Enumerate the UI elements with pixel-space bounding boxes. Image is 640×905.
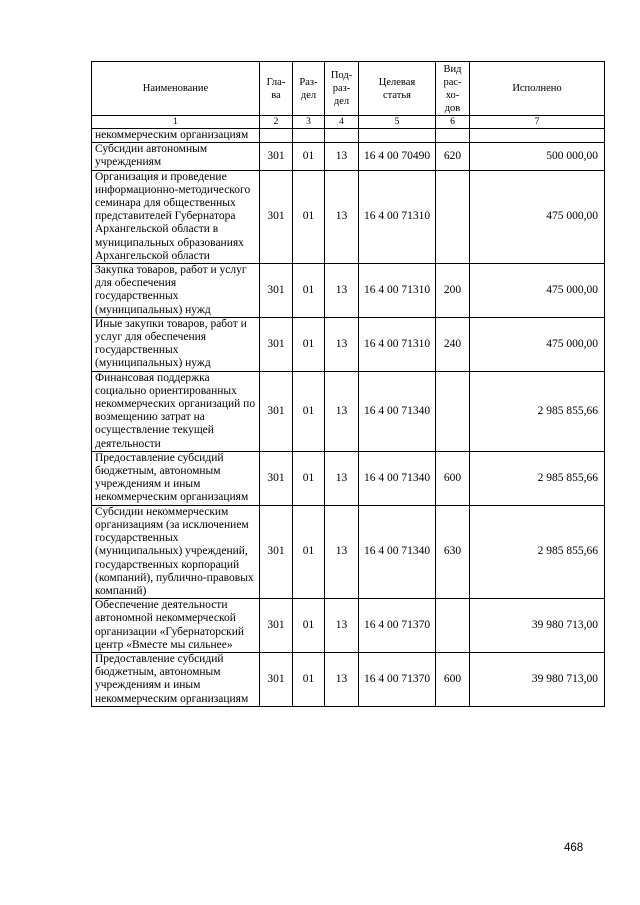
row-target-article: 16 4 00 71340	[359, 371, 436, 451]
row-chapter: 301	[260, 505, 293, 598]
row-name: Субсидии некоммерческим организациям (за исключением государственных (муниципальных) учреждений, государственных корпораций (компаний), публично-правовых компаний)	[92, 505, 260, 598]
row-chapter: 301	[260, 170, 293, 263]
header-subsection: Под- раз- дел	[325, 62, 359, 116]
row-subsection: 13	[325, 451, 359, 505]
row-target-article	[359, 129, 436, 143]
row-section: 01	[293, 143, 325, 170]
column-number: 3	[293, 116, 325, 129]
row-executed	[470, 129, 605, 143]
row-section: 01	[293, 652, 325, 706]
row-expense-type	[436, 371, 470, 451]
row-subsection: 13	[325, 170, 359, 263]
row-chapter: 301	[260, 599, 293, 653]
column-number: 6	[436, 116, 470, 129]
row-target-article: 16 4 00 70490	[359, 143, 436, 170]
row-name: Финансовая поддержка социально ориентированных некоммерческих организаций по возмещению затрат на осуществление текущей деятельности	[92, 371, 260, 451]
row-section: 01	[293, 371, 325, 451]
row-target-article: 16 4 00 71340	[359, 505, 436, 598]
row-target-article: 16 4 00 71340	[359, 451, 436, 505]
row-name: Организация и проведение информационно-методического семинара для общественных представителей Губернатора Архангельской области в муниципальных образованиях Архангельской области	[92, 170, 260, 263]
row-expense-type: 600	[436, 451, 470, 505]
row-subsection: 13	[325, 599, 359, 653]
column-number: 5	[359, 116, 436, 129]
table-header-row	[92, 62, 605, 116]
row-executed: 475 000,00	[470, 264, 605, 318]
row-executed: 475 000,00	[470, 317, 605, 371]
row-expense-type: 200	[436, 264, 470, 318]
row-subsection	[325, 129, 359, 143]
row-subsection: 13	[325, 317, 359, 371]
header-name: Наименование	[92, 62, 260, 116]
table-row	[92, 505, 605, 598]
row-section: 01	[293, 170, 325, 263]
row-name: Предоставление субсидий бюджетным, автономным учреждениям и иным некоммерческим организациям	[92, 451, 260, 505]
row-name: некоммерческим организациям	[92, 129, 260, 143]
header-target-article: Целевая статья	[359, 62, 436, 116]
row-expense-type: 240	[436, 317, 470, 371]
row-section: 01	[293, 599, 325, 653]
row-target-article: 16 4 00 71370	[359, 599, 436, 653]
table-row	[92, 451, 605, 505]
row-expense-type: 620	[436, 143, 470, 170]
header-executed: Исполнено	[470, 62, 605, 116]
row-expense-type: 630	[436, 505, 470, 598]
row-subsection: 13	[325, 264, 359, 318]
row-chapter: 301	[260, 371, 293, 451]
column-number: 7	[470, 116, 605, 129]
row-chapter: 301	[260, 143, 293, 170]
budget-execution-table	[91, 61, 605, 707]
row-expense-type	[436, 599, 470, 653]
column-number: 1	[92, 116, 260, 129]
row-target-article: 16 4 00 71310	[359, 264, 436, 318]
header-expense-type: Вид рас- хо- дов	[436, 62, 470, 116]
row-subsection: 13	[325, 143, 359, 170]
row-executed: 39 980 713,00	[470, 652, 605, 706]
row-name: Обеспечение деятельности автономной некоммерческой организации «Губернаторский центр «Вместе мы сильнее»	[92, 599, 260, 653]
row-executed: 2 985 855,66	[470, 451, 605, 505]
row-target-article: 16 4 00 71310	[359, 317, 436, 371]
row-chapter	[260, 129, 293, 143]
row-name: Иные закупки товаров, работ и услуг для обеспечения государственных (муниципальных) нужд	[92, 317, 260, 371]
row-subsection: 13	[325, 371, 359, 451]
page-number: 468	[564, 842, 584, 854]
row-executed: 2 985 855,66	[470, 505, 605, 598]
row-executed: 39 980 713,00	[470, 599, 605, 653]
row-executed: 2 985 855,66	[470, 371, 605, 451]
row-chapter: 301	[260, 264, 293, 318]
row-chapter: 301	[260, 652, 293, 706]
table-row	[92, 371, 605, 451]
row-section: 01	[293, 317, 325, 371]
row-name: Предоставление субсидий бюджетным, автономным учреждениям и иным некоммерческим организациям	[92, 652, 260, 706]
table-row	[92, 170, 605, 263]
row-section: 01	[293, 505, 325, 598]
table-row	[92, 129, 605, 143]
table-body	[92, 129, 605, 707]
table-row	[92, 264, 605, 318]
row-name: Субсидии автономным учреждениям	[92, 143, 260, 170]
row-section: 01	[293, 264, 325, 318]
table-row	[92, 599, 605, 653]
table-row	[92, 652, 605, 706]
row-target-article: 16 4 00 71370	[359, 652, 436, 706]
row-subsection: 13	[325, 505, 359, 598]
column-number-row	[92, 116, 605, 129]
row-expense-type	[436, 170, 470, 263]
header-section: Раз- дел	[293, 62, 325, 116]
row-section: 01	[293, 451, 325, 505]
table-row	[92, 317, 605, 371]
row-expense-type: 600	[436, 652, 470, 706]
row-executed: 500 000,00	[470, 143, 605, 170]
row-name: Закупка товаров, работ и услуг для обеспечения государственных (муниципальных) нужд	[92, 264, 260, 318]
column-number: 2	[260, 116, 293, 129]
row-chapter: 301	[260, 451, 293, 505]
row-chapter: 301	[260, 317, 293, 371]
row-section	[293, 129, 325, 143]
row-expense-type	[436, 129, 470, 143]
row-executed: 475 000,00	[470, 170, 605, 263]
header-chapter: Гла- ва	[260, 62, 293, 116]
row-subsection: 13	[325, 652, 359, 706]
table-row	[92, 143, 605, 170]
row-target-article: 16 4 00 71310	[359, 170, 436, 263]
column-number: 4	[325, 116, 359, 129]
